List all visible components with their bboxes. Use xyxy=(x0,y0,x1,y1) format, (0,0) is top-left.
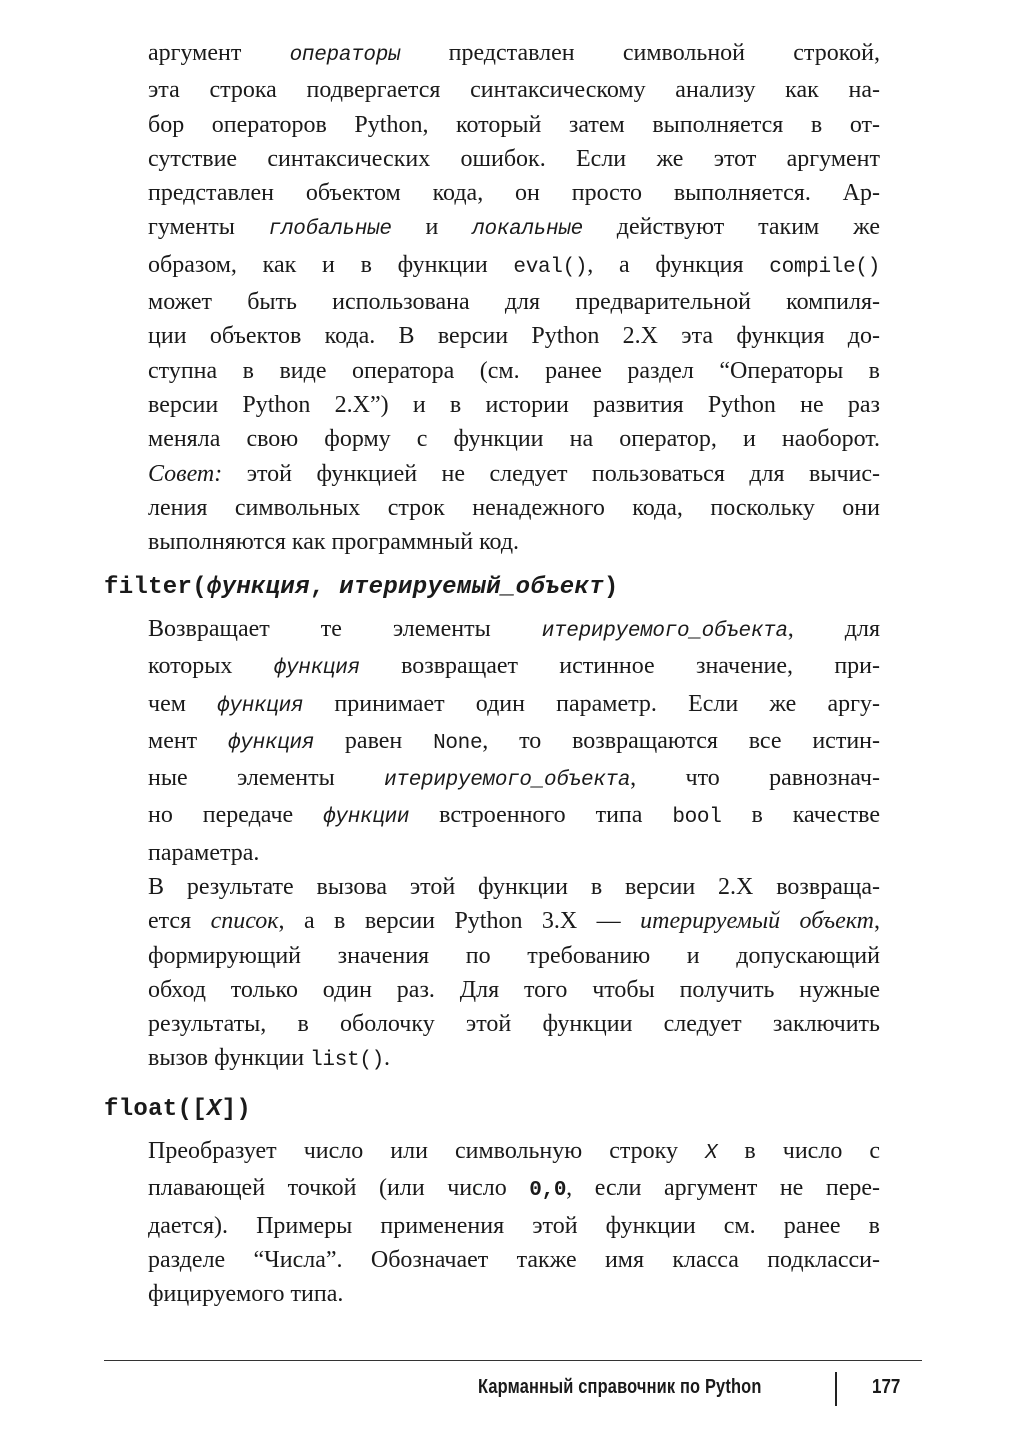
filter-description xyxy=(148,612,880,870)
text-line: Возвращает те элементы итерируемого_объекта, для xyxy=(148,616,880,643)
text-line: обход только один раз. Для того чтобы получить нужные xyxy=(148,976,880,1003)
text-line: ления символьных строк ненадежного кода, поскольку они xyxy=(148,494,880,521)
text-line: Совет: этой функцией не следует пользоваться для вычис- xyxy=(148,460,880,487)
page-number: 177 xyxy=(872,1376,901,1398)
float-entry-heading: float([X]) xyxy=(104,1096,252,1123)
text-line: вызов функции list(). xyxy=(148,1045,390,1073)
footer-rule xyxy=(104,1360,922,1361)
text-line: гументы глобальные и локальные действуют таким же xyxy=(148,214,880,242)
text-line: аргумент операторы представлен символьной строкой, xyxy=(148,40,880,67)
text-line: параметра. xyxy=(148,839,260,866)
text-line: бор операторов Python, который затем выполняется в от- xyxy=(148,111,880,138)
text-line: ступна в виде оператора (см. ранее раздел “Операторы в xyxy=(148,357,880,384)
text-line: меняла свою форму с функции на оператор, и наоборот. xyxy=(148,426,880,453)
text-line: В результате вызова этой функции в версии 2.X возвраща- xyxy=(148,874,880,900)
footer-separator xyxy=(835,1372,837,1406)
text-line: ется список, а в версии Python 3.X — итерируемый объект, xyxy=(148,908,881,935)
text-line: мент функция равен None, то возвращаются все истин- xyxy=(148,727,881,755)
text-line: дается). Примеры применения этой функции см. ранее в xyxy=(148,1212,880,1239)
text-line: фицируемого типа. xyxy=(148,1281,344,1308)
text-line: Преобразует число или символьную строку X в число с xyxy=(148,1138,881,1165)
filter-entry-heading: filter(функция, итерируемый_объект) xyxy=(104,574,619,601)
text-line: представлен объектом кода, он просто выполняется. Ар- xyxy=(148,180,880,207)
text-line: ные элементы итерируемого_объекта, что равнознач- xyxy=(148,765,880,793)
text-line: формирующий значения по требованию и допускающий xyxy=(148,942,880,969)
text-line: плавающей точкой (или число 0,0, если аргумент не пере- xyxy=(148,1175,880,1203)
text-line: ции объектов кода. В версии Python 2.X эта функция до- xyxy=(148,323,880,350)
text-line: сутствие синтаксических ошибок. Если же этот аргумент xyxy=(148,145,880,172)
text-line: версии Python 2.X”) и в истории развития Python не раз xyxy=(148,391,880,418)
text-line: может быть использована для предварительной компиля- xyxy=(148,289,880,316)
filter-return-note xyxy=(148,870,880,1079)
text-line: разделе “Числа”. Обозначает также имя класса подкласси- xyxy=(148,1246,880,1273)
text-line: выполняются как программный код. xyxy=(148,529,520,556)
text-line: результаты, в оболочку этой функции следует заключить xyxy=(148,1011,880,1038)
text-line: чем функция принимает один параметр. Если же аргу- xyxy=(148,690,880,718)
text-line: но передаче функции встроенного типа bool в качестве xyxy=(148,802,880,830)
text-line: образом, как и в функции eval(), а функция compile() xyxy=(148,251,880,279)
float-description xyxy=(148,1134,880,1311)
exec-description xyxy=(148,36,880,559)
text-line: эта строка подвергается синтаксическому анализу как на- xyxy=(148,77,880,104)
running-footer-title: Карманный справочник по Python xyxy=(478,1376,762,1398)
text-line: которых функция возвращает истинное значение, при- xyxy=(148,653,880,681)
